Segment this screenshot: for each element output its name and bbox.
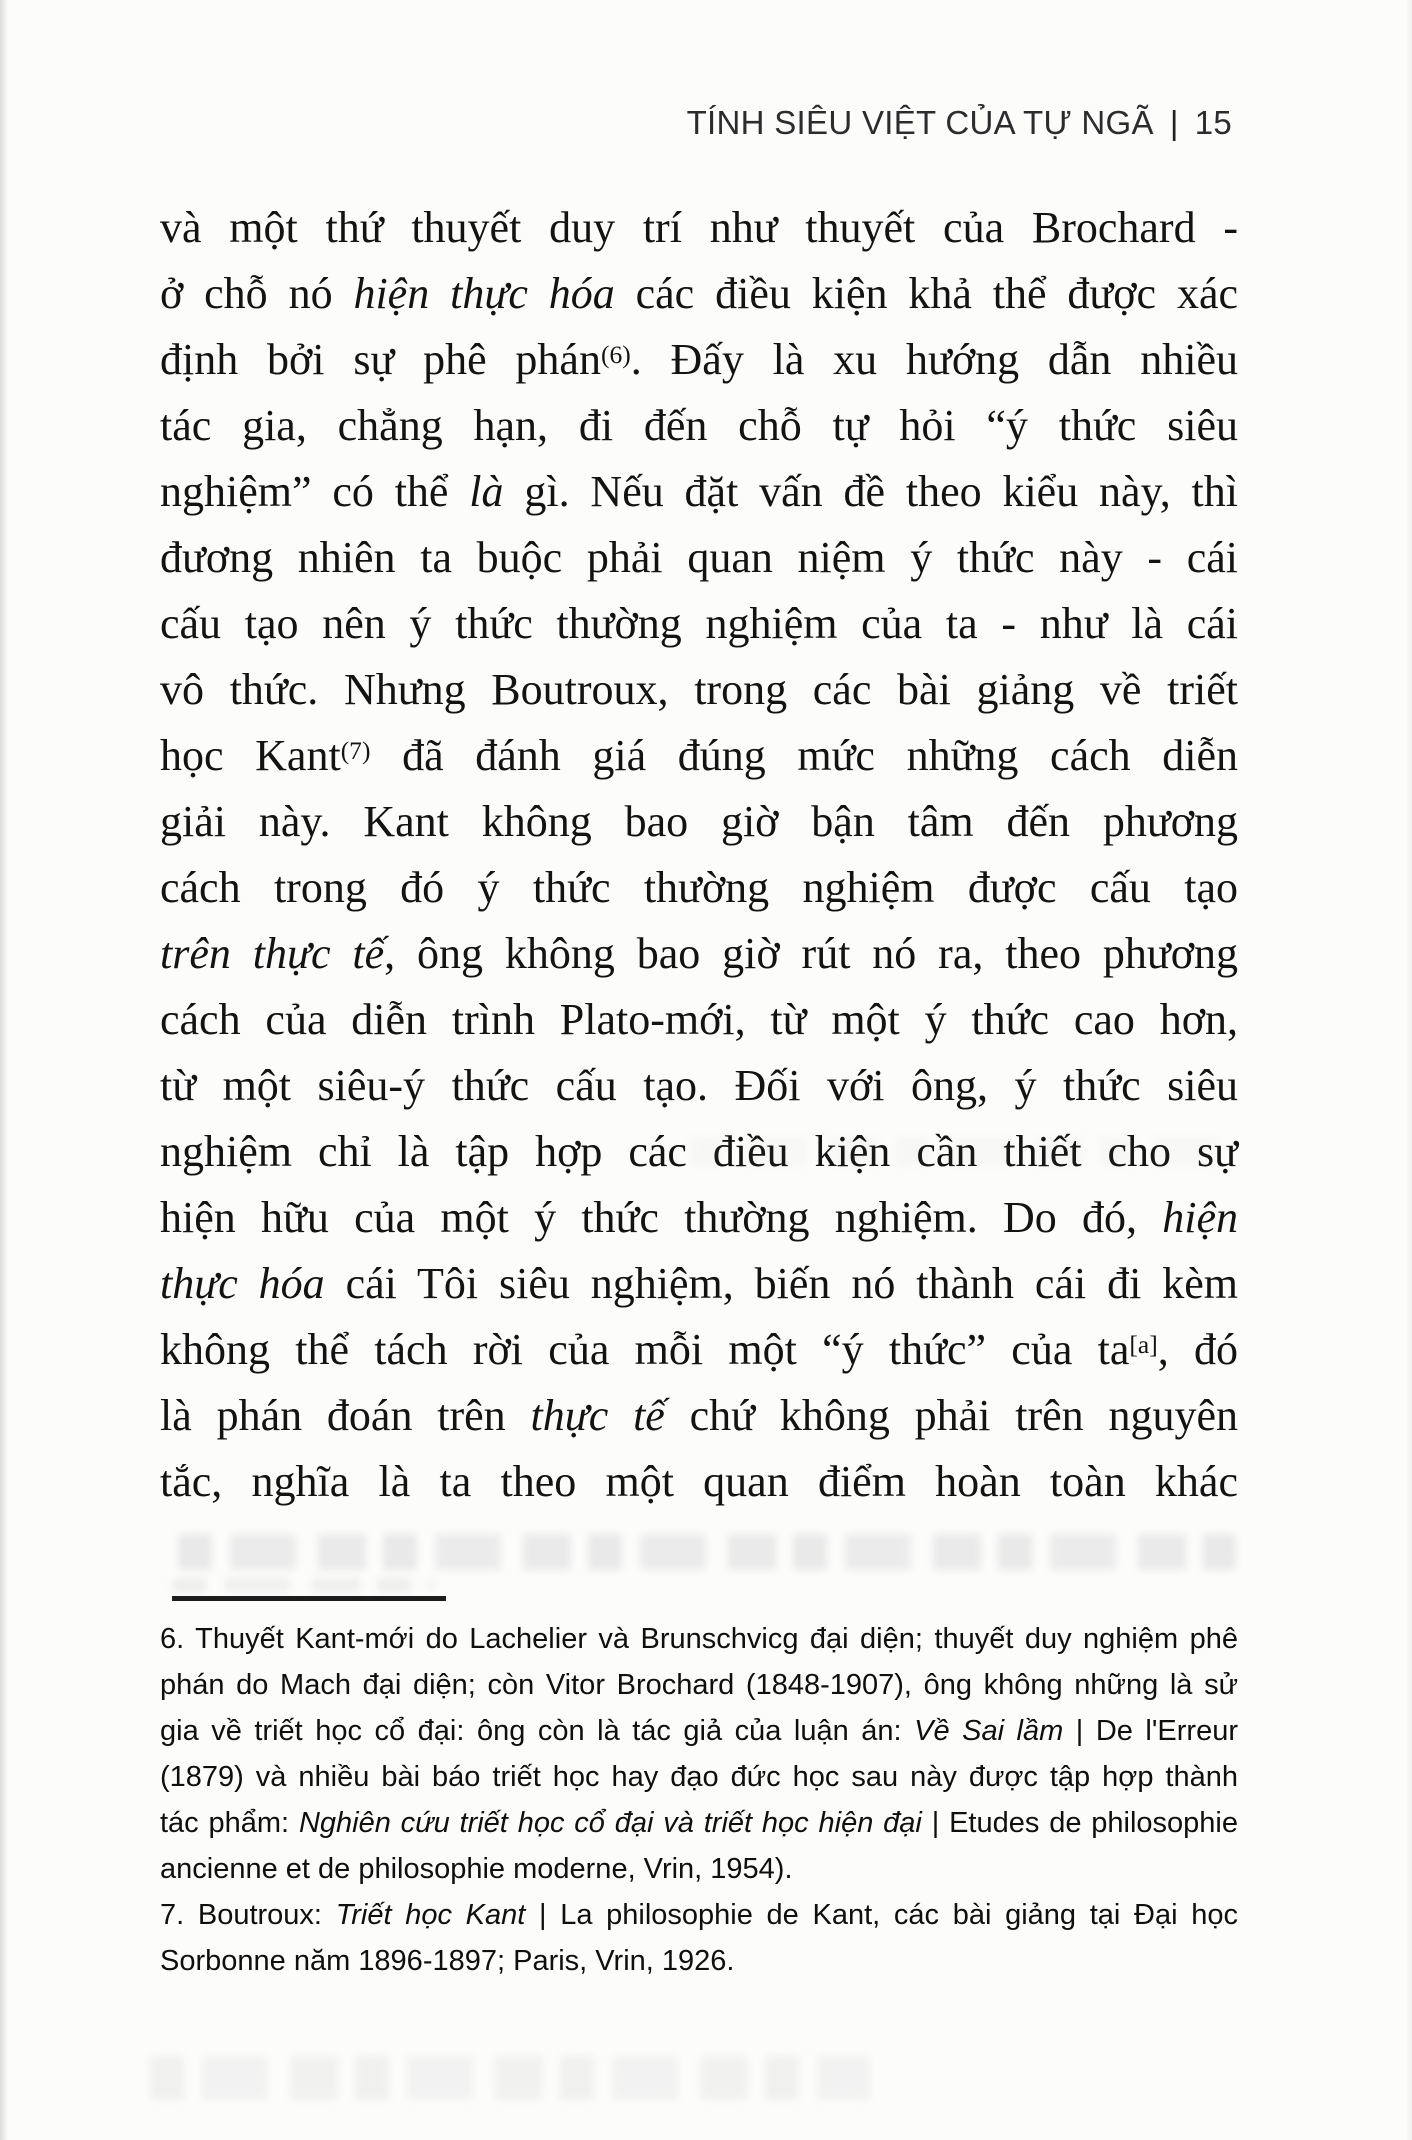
scan-bleed-artifact	[150, 2056, 870, 2100]
body-text-line: đương nhiên ta buộc phải quan niệm ý thức này - cái	[160, 533, 1238, 582]
footnote-marker: [a]	[1129, 1329, 1158, 1359]
footnote-7-line: 7. Boutroux: Triết học Kant | La philosophie de Kant, các bài giảng tại Đại học	[160, 1899, 1238, 1931]
italic-segment: hiện thực hóa	[353, 269, 615, 318]
body-text-line: học Kant$^{(7)}$ đã đánh giá đúng mức những cách diễn	[160, 731, 1239, 780]
footnote-6-line: tác phẩm: Nghiên cứu triết học cổ đại và triết học hiện đại | Etudes de philosophie	[160, 1807, 1239, 1839]
body-text-line: cách của diễn trình Plato-mới, từ một ý thức cao hơn,	[160, 995, 1238, 1044]
footnote-6-line: phán do Mach đại diện; còn Vitor Brochard (1848-1907), ông không những là sử	[160, 1669, 1238, 1701]
italic-segment: là	[469, 467, 504, 516]
body-paragraph	[160, 195, 1238, 1515]
italic-segment: Triết học Kant	[335, 1899, 526, 1931]
body-text-line: từ một siêu-ý thức cấu tạo. Đối với ông, ý thức siêu	[160, 1061, 1238, 1110]
body-text-line: thực hóa cái Tôi siêu nghiệm, biến nó thành cái đi kèm	[160, 1259, 1238, 1308]
scan-edge-shadow-left	[0, 0, 8, 2140]
body-text-line: hiện hữu của một ý thức thường nghiệm. Do đó, hiện	[160, 1193, 1238, 1242]
body-text-line: và một thứ thuyết duy trí như thuyết của Brochard -	[160, 203, 1238, 252]
footnote-6-line: (1879) và nhiều bài báo triết học hay đạo đức học sau này được tập hợp thành	[160, 1761, 1238, 1793]
footnote-6-line: gia về triết học cổ đại: ông còn là tác giả của luận án: Về Sai lầm | De l'Erreur	[160, 1715, 1238, 1747]
footnote-6-line: 6. Thuyết Kant-mới do Lachelier và Brunschvicg đại diện; thuyết duy nghiệm phê	[160, 1623, 1238, 1655]
scan-bleed-artifact	[178, 1534, 1236, 1570]
body-text-line: trên thực tế, ông không bao giờ rút nó ra, theo phương	[160, 929, 1238, 978]
body-text-line: nghiệm chỉ là tập hợp các điều kiện cần thiết cho sự	[160, 1127, 1238, 1176]
italic-segment: hiện	[1162, 1193, 1238, 1242]
body-text-line: ở chỗ nó hiện thực hóa các điều kiện khả thể được xác	[160, 269, 1238, 318]
body-text-line: cách trong đó ý thức thường nghiệm được cấu tạo	[160, 863, 1238, 912]
footnote-marker: (7)	[340, 735, 371, 765]
footnote-7-line: Sorbonne năm 1896-1897; Paris, Vrin, 1926.	[160, 1945, 735, 1977]
body-text-line: vô thức. Nhưng Boutroux, trong các bài giảng về triết	[160, 665, 1238, 714]
italic-segment: thực hóa	[160, 1259, 325, 1308]
italic-segment: trên thực tế	[160, 929, 385, 978]
running-header-separator: |	[1169, 104, 1179, 141]
body-text-line: giải này. Kant không bao giờ bận tâm đến phương	[160, 797, 1238, 846]
italic-segment: thực tế	[530, 1391, 665, 1440]
body-text-line: không thể tách rời của mỗi một “ý thức” của ta[a], đó	[160, 1325, 1238, 1374]
italic-segment: Nghiên cứu triết học cổ đại và triết học hiện đại	[298, 1807, 922, 1839]
footnote-6-line: ancienne et de philosophie moderne, Vrin, 1954).	[160, 1853, 793, 1885]
italic-segment: Về Sai lầm	[914, 1715, 1064, 1747]
body-text-line: tắc, nghĩa là ta theo một quan điểm hoàn toàn khác	[160, 1457, 1238, 1506]
scan-bleed-artifact	[172, 1578, 434, 1592]
footnote-marker: (6)	[600, 339, 631, 369]
footnotes-section	[160, 1616, 1238, 1984]
body-text-line: nghiệm” có thể là gì. Nếu đặt vấn đề theo kiểu này, thì	[160, 467, 1238, 516]
page-number: 15	[1194, 104, 1232, 141]
scan-edge-shadow-right	[1406, 0, 1412, 2140]
scan-bleed-artifact	[690, 1136, 1238, 1166]
body-text-line: cấu tạo nên ý thức thường nghiệm của ta - như là cái	[160, 599, 1238, 648]
running-header-title: TÍNH SIÊU VIỆT CỦA TỰ NGÃ	[686, 104, 1154, 141]
body-text-line: tác gia, chẳng hạn, đi đến chỗ tự hỏi “ý thức siêu	[160, 401, 1238, 450]
running-header	[0, 104, 1232, 142]
body-text-line: là phán đoán trên thực tế chứ không phải trên nguyên	[160, 1391, 1238, 1440]
body-text-line: định bởi sự phê phán$^{(6)}$. Đấy là xu hướng dẫn nhiều	[160, 335, 1238, 384]
footnote-separator-rule	[172, 1596, 446, 1601]
